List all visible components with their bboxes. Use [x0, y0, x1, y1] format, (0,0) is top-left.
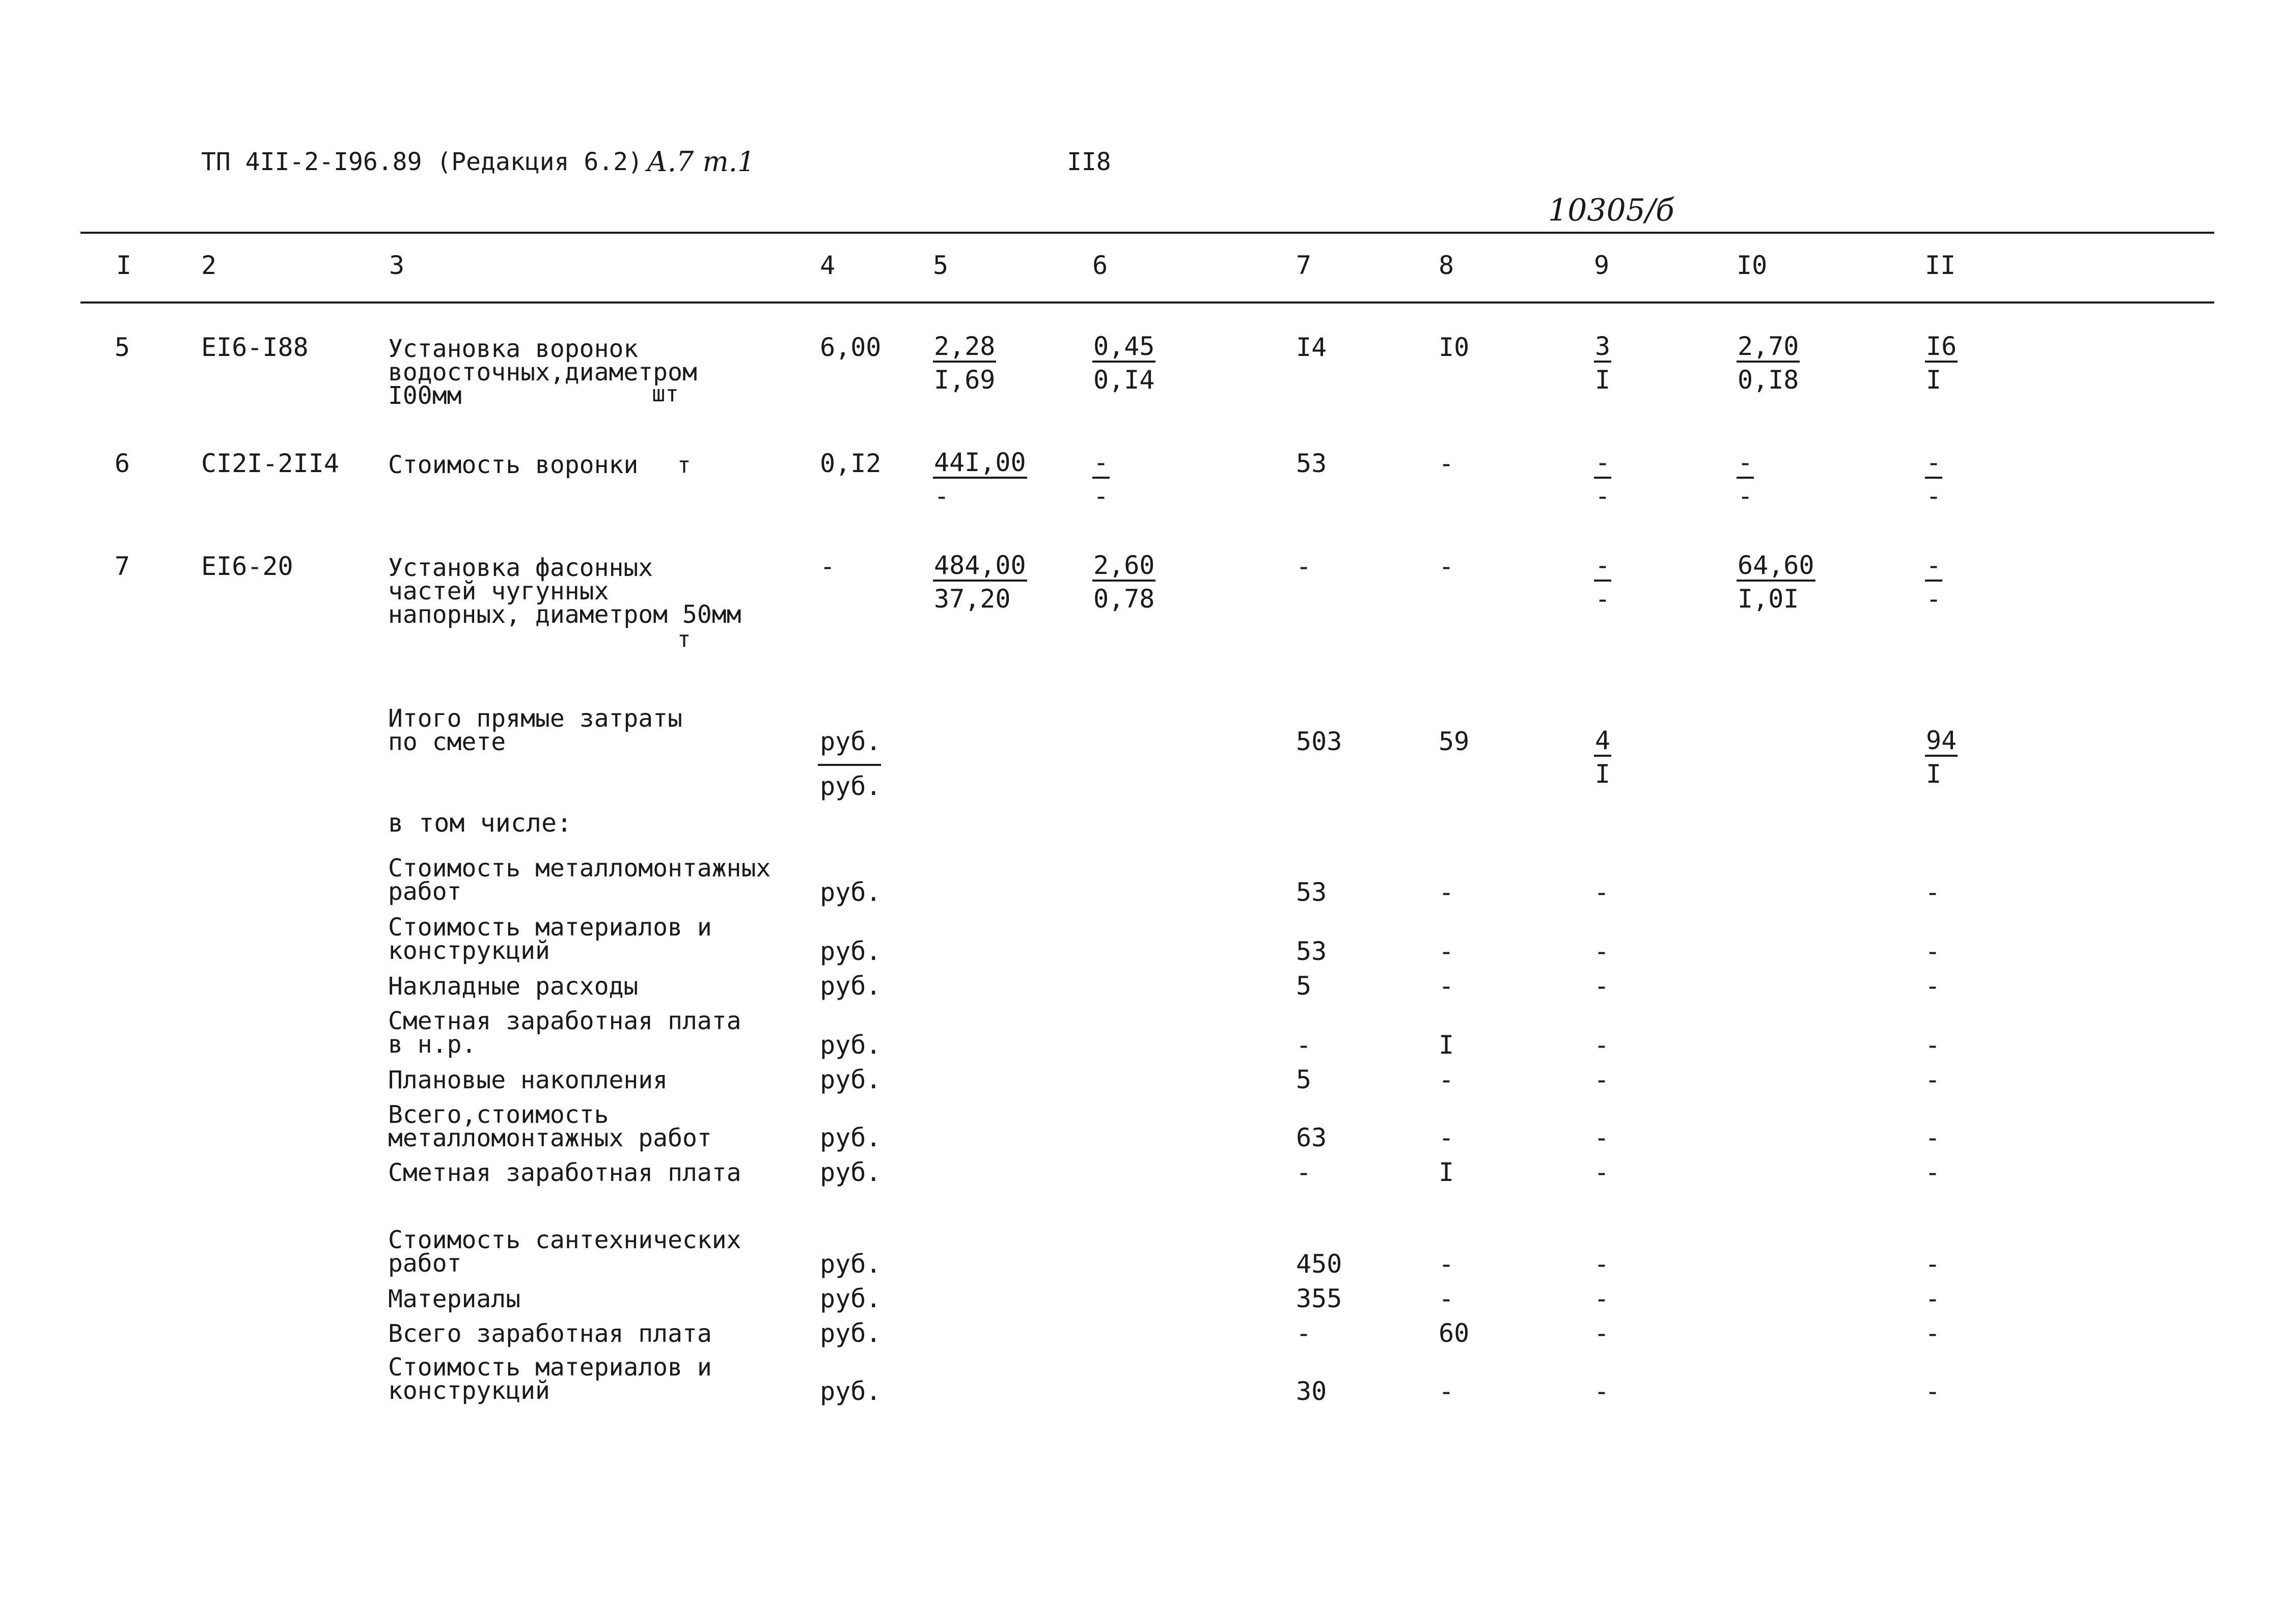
col9-fraction: - -	[1595, 550, 1611, 614]
total-col8: 59	[1439, 727, 1470, 756]
quantity: 0,I2	[820, 449, 882, 478]
column-number: II	[1925, 251, 1956, 280]
column-number: 2	[201, 251, 217, 280]
summary-col9: -	[1594, 1318, 1610, 1348]
col9-fraction: - -	[1595, 448, 1611, 511]
summary-col11: -	[1925, 971, 1941, 1001]
summary-col7: 5	[1296, 1065, 1312, 1094]
col11-fraction: $\frac{I6}{I}$	[1926, 332, 1957, 395]
summary-col7: 450	[1296, 1249, 1342, 1279]
handwritten-code: 10305/б	[1548, 192, 1674, 228]
rate-code: CI2I-2II4	[201, 449, 339, 478]
col6-fraction: - -	[1093, 448, 1109, 511]
summary-unit: руб.	[820, 1158, 882, 1187]
col6-fraction: $\frac{0,45}{0,I4}$	[1093, 332, 1155, 395]
summary-col9: -	[1594, 937, 1610, 966]
column-number: 5	[933, 251, 949, 280]
column-number: 9	[1594, 251, 1610, 280]
summary-col11: -	[1925, 1123, 1941, 1152]
summary-col9: -	[1594, 1030, 1610, 1060]
total-col9-fraction: $\frac{4}{I}$	[1595, 726, 1611, 789]
total-unit-divider	[818, 764, 881, 766]
summary-label: Сметная заработная плата в н.р.	[388, 1007, 741, 1059]
col8-value: I0	[1439, 333, 1470, 362]
summary-col9: -	[1594, 1377, 1610, 1406]
summary-unit: руб.	[820, 877, 882, 907]
summary-unit: руб.	[820, 1065, 882, 1094]
summary-col8: 60	[1439, 1318, 1470, 1348]
work-name: Установка воронок водосточных,диаметром I00мм	[388, 335, 697, 410]
summary-col7: 30	[1296, 1377, 1327, 1406]
summary-col8: -	[1439, 1377, 1454, 1406]
total-unit-bottom: руб.	[820, 772, 882, 801]
summary-col8: -	[1439, 1249, 1454, 1279]
summary-col8: -	[1439, 1284, 1454, 1313]
summary-col7: 355	[1296, 1284, 1342, 1313]
col7-value: -	[1296, 552, 1312, 581]
summary-col11: -	[1925, 1249, 1941, 1279]
col5-fraction: $\frac{2,28}{I,69}$	[934, 332, 996, 395]
summary-label: Материалы	[388, 1285, 521, 1313]
page-number: II8	[1067, 148, 1111, 176]
col5-fraction: 44I,00 -	[934, 448, 1026, 511]
handwritten-mark: А.7 т.1	[647, 146, 755, 178]
col10-fraction: $\frac{2,70}{0,I8}$	[1738, 332, 1799, 395]
column-number: 6	[1092, 251, 1108, 280]
col11-fraction: - -	[1926, 550, 1942, 614]
summary-col7: 5	[1296, 971, 1312, 1001]
summary-label: Всего,стоимость металломонтажных работ	[388, 1100, 712, 1152]
col8-value: -	[1439, 449, 1454, 478]
summary-col11: -	[1925, 1158, 1941, 1187]
quantity: -	[820, 552, 836, 581]
summary-unit: руб.	[820, 1377, 882, 1406]
col10-fraction: - -	[1738, 448, 1753, 511]
quantity: 6,00	[820, 333, 882, 362]
summary-label: Сметная заработная плата	[388, 1159, 741, 1187]
summary-col7: 53	[1296, 877, 1327, 907]
summary-col7: -	[1296, 1318, 1312, 1348]
unit: т	[677, 626, 691, 652]
rate-code: EI6-20	[201, 552, 293, 581]
summary-unit: руб.	[820, 1249, 882, 1279]
summary-col11: -	[1925, 937, 1941, 966]
summary-col8: I	[1439, 1030, 1454, 1060]
summary-unit: руб.	[820, 1318, 882, 1348]
summary-col9: -	[1594, 1249, 1610, 1279]
col7-value: I4	[1296, 333, 1327, 362]
summary-col8: -	[1439, 971, 1454, 1001]
summary-label: Всего заработная плата	[388, 1319, 712, 1348]
col7-value: 53	[1296, 449, 1327, 478]
summary-label: Стоимость материалов и конструкций	[388, 913, 712, 965]
summary-label: Плановые накопления	[388, 1066, 668, 1094]
column-number: I	[116, 251, 132, 280]
unit: шт	[652, 381, 679, 407]
unit: т	[677, 452, 691, 478]
column-number: I0	[1737, 251, 1768, 280]
rate-code: EI6-I88	[201, 333, 309, 362]
table-top-rule	[80, 232, 2214, 234]
col5-fraction: $\frac{484,00}{37,20}$	[934, 550, 1026, 614]
summary-unit: руб.	[820, 937, 882, 966]
summary-col9: -	[1594, 877, 1610, 907]
col9-fraction: $\frac{3}{I}$	[1595, 332, 1611, 395]
summary-label: Накладные расходы	[388, 972, 639, 1001]
summary-col8: -	[1439, 1065, 1454, 1094]
col8-value: -	[1439, 552, 1454, 581]
summary-col7: 53	[1296, 937, 1327, 966]
summary-col8: -	[1439, 1123, 1454, 1152]
summary-col9: -	[1594, 1065, 1610, 1094]
row-number: 5	[115, 333, 130, 362]
summary-col11: -	[1925, 1030, 1941, 1060]
table-header-bottom-rule	[80, 301, 2214, 304]
work-name: Стоимость воронки	[388, 451, 639, 479]
summary-label: Стоимость сантехнических работ	[388, 1226, 741, 1278]
summary-col8: I	[1439, 1158, 1454, 1187]
summary-label: Стоимость металломонтажных работ	[388, 854, 771, 906]
summary-col7: -	[1296, 1158, 1312, 1187]
summary-col11: -	[1925, 1284, 1941, 1313]
summary-col9: -	[1594, 971, 1610, 1001]
summary-label: Стоимость материалов и конструкций	[388, 1353, 712, 1405]
summary-col7: -	[1296, 1030, 1312, 1060]
summary-unit: руб.	[820, 971, 882, 1001]
summary-unit: руб.	[820, 1284, 882, 1313]
summary-col11: -	[1925, 877, 1941, 907]
summary-col8: -	[1439, 877, 1454, 907]
col6-fraction: $\frac{2,60}{0,78}$	[1093, 550, 1155, 614]
row-number: 7	[115, 552, 130, 581]
summary-col8: -	[1439, 937, 1454, 966]
summary-unit: руб.	[820, 1030, 882, 1060]
work-name: Установка фасонных частей чугунных напорных, диаметром 50мм	[388, 554, 741, 629]
col11-fraction: - -	[1926, 448, 1942, 511]
row-number: 6	[115, 449, 130, 478]
summary-col9: -	[1594, 1123, 1610, 1152]
column-number: 3	[389, 251, 405, 280]
total-unit-top: руб.	[820, 727, 882, 756]
total-col11-fraction: $\frac{94}{I}$	[1926, 726, 1957, 789]
summary-col11: -	[1925, 1065, 1941, 1094]
including-label: в том числе:	[388, 808, 572, 838]
column-number: 7	[1296, 251, 1312, 280]
summary-col9: -	[1594, 1284, 1610, 1313]
summary-col9: -	[1594, 1158, 1610, 1187]
column-number: 8	[1439, 251, 1454, 280]
summary-col11: -	[1925, 1377, 1941, 1406]
total-col7: 503	[1296, 727, 1342, 756]
column-number: 4	[820, 251, 836, 280]
summary-unit: руб.	[820, 1123, 882, 1152]
col10-fraction: $\frac{64,60}{I,0I}$	[1738, 550, 1814, 614]
document-code: ТП 4II-2-I96.89 (Редакция 6.2)	[201, 148, 643, 176]
summary-col11: -	[1925, 1318, 1941, 1348]
total-label: Итого прямые затраты по смете	[388, 704, 682, 756]
summary-col7: 63	[1296, 1123, 1327, 1152]
